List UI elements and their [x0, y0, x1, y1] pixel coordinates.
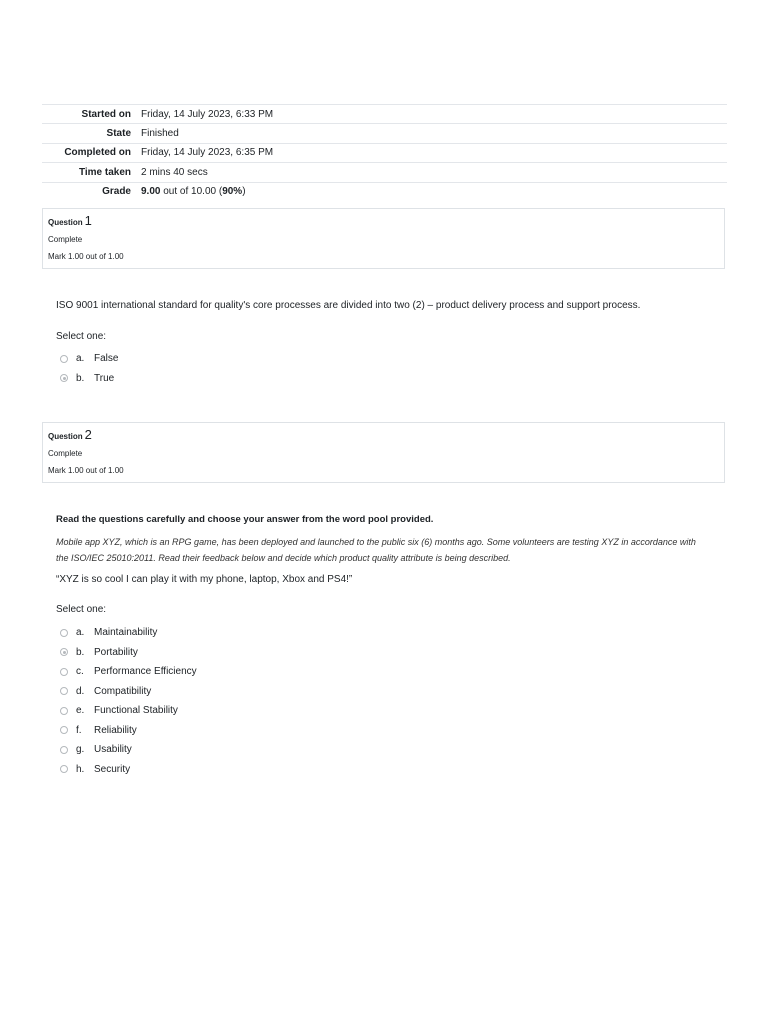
q2-option-a-label: Maintainability: [94, 627, 158, 639]
q2-radio-f[interactable]: [60, 726, 68, 734]
summary-row-time: [42, 162, 727, 181]
q2-option-g-label: Usability: [94, 744, 132, 756]
question-1-mark: Mark 1.00 out of 1.00: [48, 252, 124, 261]
grade-score: 9.00: [141, 186, 161, 198]
q2-option-h-label: Security: [94, 763, 131, 775]
question-1-prompt: Select one:: [56, 331, 107, 342]
question-1-word: Question: [48, 218, 83, 227]
grade-value: [141, 186, 727, 197]
q2-option-g-letter: g.: [76, 744, 85, 756]
grade-end: ): [242, 186, 246, 198]
q2-option-e[interactable]: [60, 701, 197, 721]
question-2-num: 2: [84, 427, 92, 442]
q2-option-c-letter: c.: [76, 666, 84, 678]
started-value: Friday, 14 July 2023, 6:33 PM: [141, 108, 274, 120]
q2-option-h-letter: h.: [76, 763, 85, 775]
q2-option-d[interactable]: [60, 682, 197, 702]
question-2-number: [48, 428, 724, 444]
q1-radio-a[interactable]: [60, 355, 68, 363]
q2-option-e-letter: e.: [76, 705, 85, 717]
q1-radio-b[interactable]: [60, 374, 68, 382]
summary-row-grade: [42, 182, 727, 201]
q1-option-a[interactable]: [60, 349, 118, 369]
q2-radio-h[interactable]: [60, 765, 68, 773]
q2-option-f-label: Reliability: [94, 724, 137, 736]
q2-option-f[interactable]: [60, 721, 197, 741]
q2-radio-d[interactable]: [60, 687, 68, 695]
q1-option-b-letter: b.: [76, 372, 85, 384]
state-label: State: [106, 128, 131, 140]
question-1-num: 1: [84, 213, 92, 228]
summary-row-completed: [42, 143, 727, 162]
question-2-info: [42, 422, 725, 483]
q2-option-c[interactable]: [60, 662, 197, 682]
time-label: Time taken: [78, 166, 131, 178]
q2-radio-c[interactable]: [60, 668, 68, 676]
started-label: Started on: [81, 108, 131, 120]
question-1-text: ISO 9001 international standard for quality's core processes are divided into two (2) – product delivery process and support process.: [56, 300, 641, 311]
question-1-options: [60, 349, 118, 388]
question-1-number: [48, 214, 724, 230]
question-2-state: Complete: [48, 449, 83, 458]
q2-option-h[interactable]: [60, 760, 197, 780]
q2-option-b-label: Portability: [94, 646, 138, 658]
q2-option-e-label: Functional Stability: [94, 705, 178, 717]
q1-option-a-label: False: [94, 353, 119, 365]
question-2-options: [60, 623, 197, 779]
completed-label: Completed on: [64, 147, 131, 159]
q2-radio-a[interactable]: [60, 629, 68, 637]
grade-mid: out of 10.00 (: [160, 186, 223, 198]
q2-option-f-letter: f.: [76, 724, 82, 736]
q2-option-b-letter: b.: [76, 646, 85, 658]
q2-option-d-label: Compatibility: [94, 685, 152, 697]
q2-option-a[interactable]: [60, 623, 197, 643]
question-2-prompt: Select one:: [56, 604, 107, 615]
q2-radio-g[interactable]: [60, 746, 68, 754]
attempt-summary: [42, 104, 727, 201]
q2-radio-e[interactable]: [60, 707, 68, 715]
summary-row-state: [42, 123, 727, 142]
q2-option-b[interactable]: [60, 643, 197, 663]
q2-option-c-label: Performance Efficiency: [94, 666, 197, 678]
question-2-mark: Mark 1.00 out of 1.00: [48, 466, 124, 475]
completed-value: Friday, 14 July 2023, 6:35 PM: [141, 147, 274, 159]
question-2-scenario: Mobile app XYZ, which is an RPG game, has been deployed and launched to the public six (6) months ago. Some volunteers are testing XYZ in accordance with the ISO/IEC 25010:2011. Read their feedback below and decide which product quality attribute is being described.: [56, 537, 696, 563]
question-2-instruction: Read the questions carefully and choose your answer from the word pool provided.: [56, 514, 434, 525]
question-2-word: Question: [48, 432, 83, 441]
q2-radio-b[interactable]: [60, 648, 68, 656]
grade-percent: 90%: [222, 186, 243, 198]
question-2-quote: “XYZ is so cool I can play it with my phone, laptop, Xbox and PS4!”: [56, 574, 353, 585]
q1-option-b[interactable]: [60, 369, 118, 389]
q2-option-g[interactable]: [60, 740, 197, 760]
state-value: Finished: [141, 128, 179, 140]
q1-option-a-letter: a.: [76, 353, 85, 365]
question-1-info: [42, 208, 725, 269]
q2-option-d-letter: d.: [76, 685, 85, 697]
q1-option-b-label: True: [94, 372, 115, 384]
time-value: 2 mins 40 secs: [141, 166, 208, 178]
grade-label: Grade: [102, 186, 131, 198]
question-1-state: Complete: [48, 235, 83, 244]
summary-row-started: [42, 104, 727, 123]
q2-option-a-letter: a.: [76, 627, 85, 639]
